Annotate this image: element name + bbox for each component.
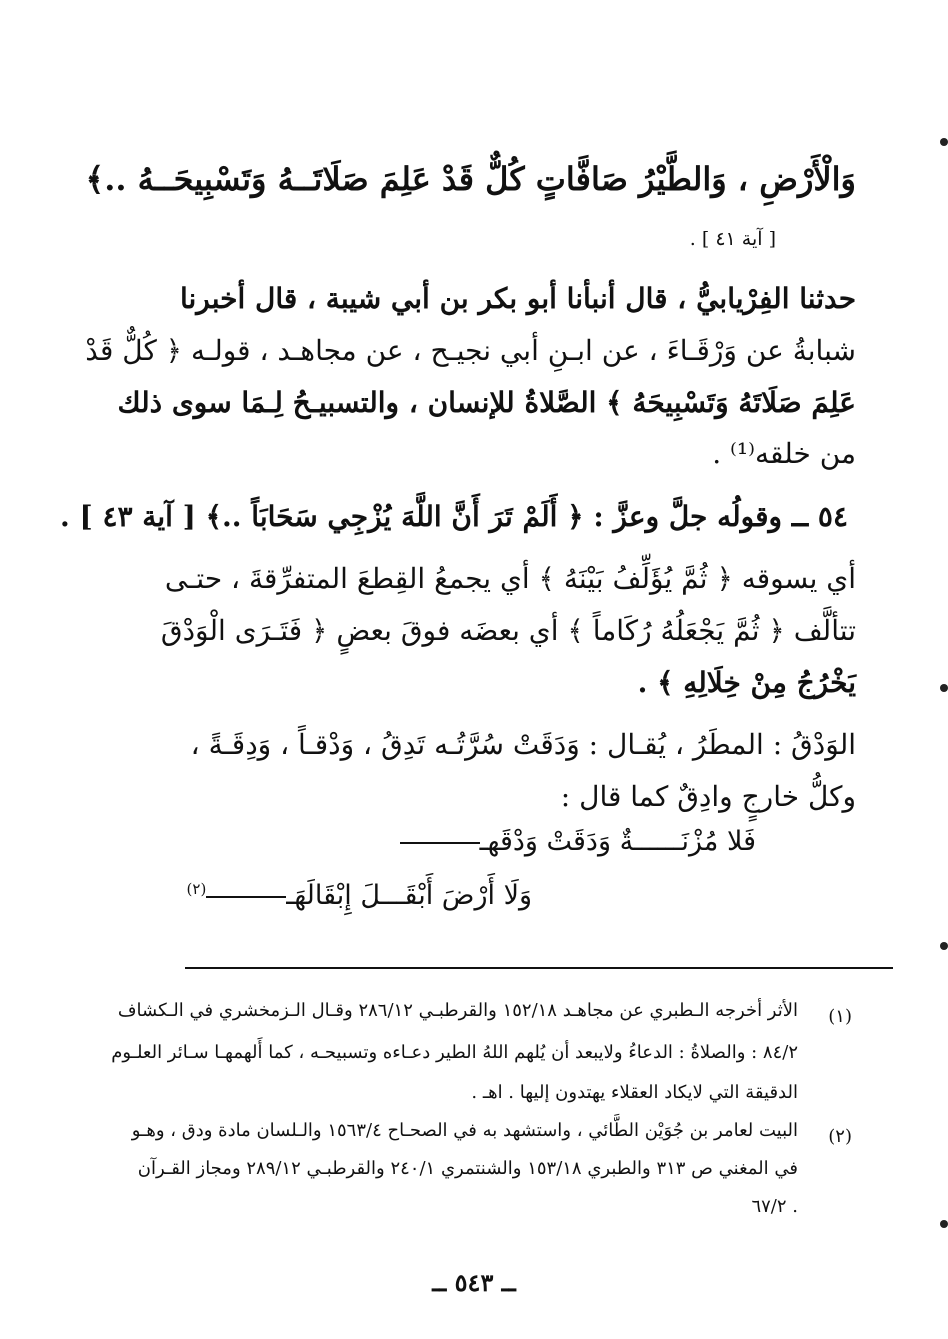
footnote-2-line-1: البيت لعامر بن جُوَيْن الطَّائي ، واستشهد به في الصحـاح ١٥٦٣/٤ والـلسان مادة ودق ، وهـو xyxy=(131,1120,798,1141)
paragraph-3-line-2: وكلُّ خارجٍ وادِقٌ كما قال : xyxy=(560,780,856,813)
paragraph-2-line-2: تتألَّف ﴿ ثُمَّ يَجْعَلُهُ رُكَاماً ﴾ أي بعضَه فوقَ بعضٍ ﴿ فَتَـرَى الْوَدْقَ xyxy=(160,614,856,647)
paragraph-3-line-1: الوَدْقُ : المطَرُ ، يُقـال : وَدَقَتْ سُرَّتُـه تَدِقُ ، وَدْقـاً ، وَدِقَـةً ، xyxy=(190,728,856,761)
footnote-1-line-2: ٨٤/٢ : والصلاةُ : الدعاءُ ولايبعد أن يُلهم اللهُ الطير دعـاءه وتسبيحـه ، كما أَلهمهـا سـائر العلـوم xyxy=(111,1042,798,1063)
verse-reference: [ آية ٤١ ] . xyxy=(689,228,776,250)
poetry-verse-1 xyxy=(400,826,756,857)
binding-mark xyxy=(940,138,948,146)
footnote-2-number: (٢) xyxy=(828,1126,852,1147)
binding-mark xyxy=(940,1220,948,1228)
verse-stretch-line xyxy=(206,896,286,898)
paragraph-2-line-3: يَخْرُجُ مِنْ خِلَالِهِ ﴾ . xyxy=(637,666,856,699)
paragraph-1-line-1: حدثنا الفِرْيابيُّ ، قال أنبأنا أبو بكر بن أبي شيبة ، قال أخبرنا xyxy=(179,282,856,315)
paragraph-1-line-4: من خلقه⁽¹⁾ . xyxy=(712,437,856,470)
verse-continuation-line: وَالْأَرْضِ ، وَالطَّيْرُ صَافَّاتٍ كُلٌّ قَدْ عَلِمَ صَلَاتَــهُ وَتَسْبِيحَــهُ ..﴾ xyxy=(85,160,856,198)
poetry-verse-1-text: فَلا مُزْنَــــــةٌ وَدَقَتْ وَدْقَهـ xyxy=(479,826,756,857)
footnote-1-number: (١) xyxy=(828,1006,852,1027)
footnote-2-line-3: . ٦٧/٢ xyxy=(751,1196,798,1217)
verse-stretch-line xyxy=(400,842,480,844)
footnote-1-line-3: الدقيقة التي لايكاد العقلاء يهتدون إليها . اهـ . xyxy=(471,1082,798,1103)
binding-mark xyxy=(940,942,948,950)
section-54-heading: ٥٤ ــ وقولُه جلَّ وعزَّ : ﴿ أَلَمْ تَرَ أَنَّ اللَّهَ يُزْجِي سَحَابَاً ..﴾ [ آية ٤٣ ] . xyxy=(59,500,848,533)
page-number: ــ ٥٤٣ ــ xyxy=(432,1268,516,1297)
paragraph-1-line-2: شبابةُ عن وَرْقَـاءَ ، عن ابـنِ أبي نجيـح ، عن مجاهـد ، قولـه ﴿ كُلٌّ قَدْ xyxy=(85,334,856,367)
poetry-verse-2 xyxy=(187,880,532,911)
poetry-verse-2-text: وَلَا أَرْضَ أَبْقَـــلَ إِبْقَالَهَـ xyxy=(286,880,532,911)
verse-footnote-ref: (٢) xyxy=(186,880,207,898)
footnote-2-line-2: في المغني ص ٣١٣ والطبري ١٥٣/١٨ والشنتمري ٢٤٠/١ والقرطبـي ٢٨٩/١٢ ومجاز القـرآن xyxy=(137,1158,798,1179)
binding-mark xyxy=(940,684,948,692)
paragraph-2-line-1: أي يسوقه ﴿ ثُمَّ يُؤَلِّفُ بَيْنَهُ ﴾ أي يجمعُ القِطعَ المتفرِّقةَ ، حتـى xyxy=(164,562,856,595)
footnote-1-line-1: الأثر أخرجه الـطبري عن مجاهـد ١٥٢/١٨ والقرطبـي ٢٨٦/١٢ وقـال الـزمخشري في الـكشاف xyxy=(117,1000,798,1021)
footnote-divider xyxy=(185,967,893,969)
paragraph-1-line-3: عَلِمَ صَلَاتَهُ وَتَسْبِيحَهُ ﴾ الصَّلاةُ للإنسان ، والتسبيـحُ لِـمَا سوى ذلك xyxy=(117,386,856,419)
